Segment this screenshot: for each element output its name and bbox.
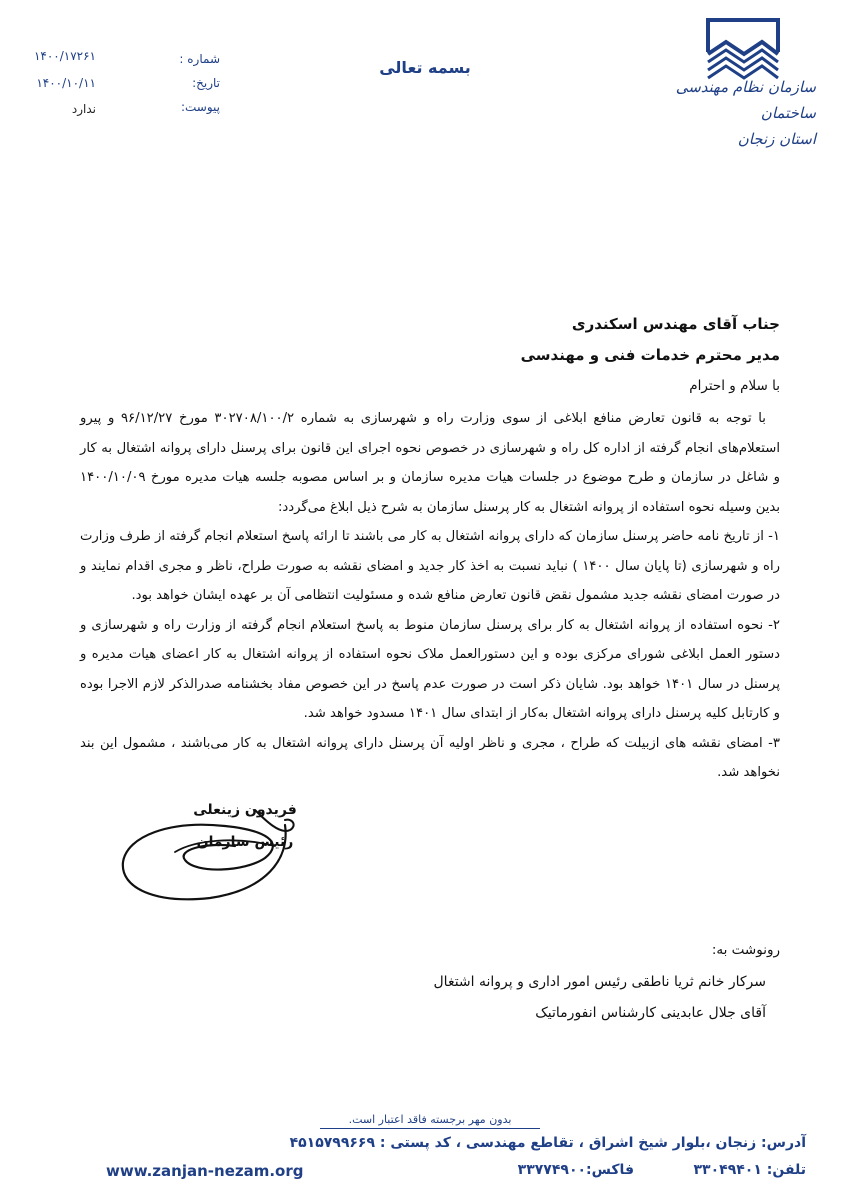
recipient-title: مدیر محترم خدمات فنی و مهندسی <box>520 346 780 364</box>
org-name-line2: استان زنجان <box>737 130 816 148</box>
footer-website-link[interactable]: www.zanjan-nezam.org <box>106 1162 304 1180</box>
cc-item: آقای جلال عابدینی کارشناس انفورماتیک <box>535 1005 766 1021</box>
date-label: تاریخ: <box>192 76 220 90</box>
footer-fax: فاکس:۳۳۷۷۴۹۰۰ <box>517 1162 634 1178</box>
cc-item: سرکار خانم ثریا ناطقی رئیس امور اداری و پروانه اشتغال <box>433 974 766 990</box>
footer-contacts <box>106 1162 806 1186</box>
paragraph-item-3: ۳- امضای نقشه های ازبیلت که طراح ، مجری و ناظر اولیه آن پرسنل دارای پروانه اشتغال به کار می‌باشند ، مشمول این بند نخواهد شد. <box>80 735 780 780</box>
building-logo-icon <box>704 18 782 82</box>
recipient-name: جناب آقای مهندس اسکندری <box>571 315 780 333</box>
letter-body <box>80 404 780 788</box>
signatory-name: فریدون زینعلی <box>193 802 297 818</box>
paragraph-item-1: ۱- از تاریخ نامه حاضر پرسنل سازمان که دارای پروانه اشتغال به کار می باشند تا ارائه پاسخ استعلام انجام گرفته از طرف وزارت راه و شهرسازی (تا پایان سال ۱۴۰۰ ) نباید نسبت به اخذ کار جدید و امضای نقشه به صورت طراح، ناظر و مجری اقدام نمایند و در صورت امضای نقشه جدید مشمول نقض قانون تعارض منافع شده و مسئولیت انتظامی آن بر عهده ایشان خواهد بود. <box>80 529 780 603</box>
attachment-value: ندارد <box>71 102 96 116</box>
paragraph-item-2: ۲- نحوه استفاده از پروانه اشتغال به کار برای پرسنل سازمان منوط به پاسخ استعلام انجام گرفته از وزارت راه و شهرسازی و دستور العمل ابلاغی شورای مرکزی بوده و این دستورالعمل ملاک نحوه استفاده از پروانه اشتغال به کار اعضای هیات مدیره و پرسنل در سال ۱۴۰۱ خواهد بود. شایان ذکر است در صورت عدم پاسخ در این خصوص مفاد بخشنامه صدرالذکر لازم الاجرا بوده و کارتابل کلیه پرسنل دارای پروانه اشتغال به‌کار از ابتدای سال ۱۴۰۱ مسدود خواهد شد. <box>80 617 781 721</box>
number-label: شماره : <box>179 52 220 66</box>
signatory-title: رئیس سازمان <box>196 834 294 850</box>
cc-label: رونوشت به: <box>711 942 780 958</box>
paragraph-intro: با توجه به قانون تعارض منافع ابلاغی از سوی وزارت راه و شهرسازی به شماره ۳۰۲۷۰۸/۱۰۰/۲ مورخ ۹۶/۱۲/۲۷ و پیرو استعلام‌های انجام گرفته از اداره کل راه و شهرسازی در خصوص نحوه اجرای این قانون برای پرسنل دارای پروانه اشتغال به کار و شاغل در سازمان و طرح موضوع در جلسات هیات مدیره سازمان و بر اساس مصوبه جلسه هیات مدیره مورخ ۱۴۰۰/۱۰/۰۹ بدین وسیله نحوه استفاده از پروانه اشتغال به کار پرسنل سازمان به شرح ذیل ابلاغ می‌گردد: <box>80 411 780 515</box>
number-value: ۱۴۰۰/۱۷۲۶۱ <box>33 49 96 63</box>
greeting: با سلام و احترام <box>689 378 780 394</box>
date-value: ۱۴۰۰/۱۰/۱۱ <box>36 76 96 90</box>
bismillah-heading: بسمه تعالی <box>379 58 471 77</box>
attachment-label: پیوست: <box>180 100 220 114</box>
footer-validity-note: بدون مهر برجسته فاقد اعتبار است. <box>320 1113 540 1129</box>
signature-block <box>115 790 305 910</box>
org-name-line1: سازمان نظام مهندسی ساختمان <box>675 78 816 122</box>
footer-phone: تلفن: ۳۳۰۴۹۴۰۱ <box>693 1162 806 1178</box>
footer-address: آدرس: زنجان ،بلوار شیخ اشراق ، تقاطع مهندسی ، کد پستی : ۴۵۱۵۷۹۹۶۶۹ <box>289 1135 806 1151</box>
org-name <box>646 74 816 152</box>
